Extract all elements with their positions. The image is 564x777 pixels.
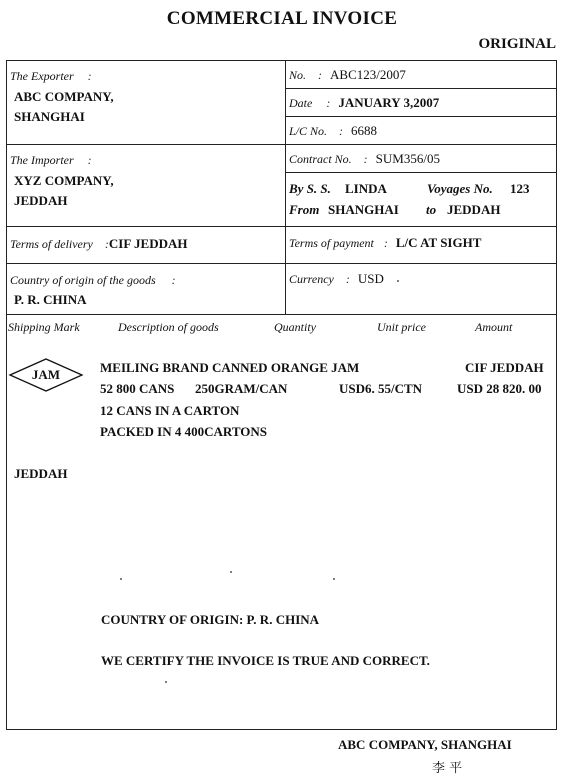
carton-packing: 12 CANS IN A CARTON (100, 403, 240, 418)
lc-no-label: L/C No. (289, 124, 328, 138)
to-label: to (426, 202, 437, 217)
importer-label-row (10, 151, 92, 169)
importer-city: JEDDAH (14, 193, 68, 208)
scan-speck (165, 681, 167, 683)
scan-speck (120, 578, 122, 580)
row-line (285, 116, 557, 117)
signatory-name: 李 平 (432, 761, 463, 776)
importer-name: XYZ COMPANY, (14, 173, 114, 188)
column-header-unit-price: Unit price (377, 320, 426, 334)
exporter-city: SHANGHAI (14, 109, 85, 124)
payment-terms-row (289, 234, 481, 252)
exporter-colon: : (87, 69, 92, 83)
price-term: CIF JEDDAH (465, 360, 544, 375)
scan-speck (230, 571, 232, 573)
packing-spec: 250GRAM/CAN (195, 381, 288, 396)
document-title: COMMERCIAL INVOICE (166, 8, 398, 29)
origin-statement: COUNTRY OF ORIGIN: P. R. CHINA (101, 612, 320, 627)
date-colon: : (326, 96, 331, 110)
row-line (285, 172, 557, 173)
contract-no-value: SUM356/05 (375, 151, 440, 166)
currency-colon: : (345, 272, 350, 286)
invoice-no-value: ABC123/2007 (330, 67, 406, 82)
exporter-name: ABC COMPANY, (14, 89, 114, 104)
delivery-terms-colon: : (104, 237, 109, 251)
importer-label: The Importer (10, 153, 74, 167)
header-divider (285, 60, 286, 314)
invoice-no-colon: : (318, 68, 323, 82)
vessel-label: By S. S. (289, 181, 331, 196)
goods-description: MEILING BRAND CANNED ORANGE JAM (100, 360, 360, 375)
amount: USD 28 820. 00 (457, 381, 542, 396)
importer-colon: : (87, 153, 92, 167)
row-line (6, 144, 557, 145)
row-line (6, 263, 557, 264)
invoice-no-label: No. (289, 68, 307, 82)
column-header-quantity: Quantity (274, 320, 316, 334)
payment-terms-value: L/C AT SIGHT (395, 235, 482, 250)
contract-no-colon: : (363, 152, 368, 166)
origin-colon: : (171, 273, 176, 287)
invoice-no-row (289, 66, 406, 84)
date-label: Date (289, 96, 313, 110)
date-value: JANUARY 3,2007 (338, 95, 440, 110)
currency-row (289, 270, 384, 288)
row-line (285, 88, 557, 89)
lc-no-colon: : (339, 124, 344, 138)
contract-no-row (289, 150, 440, 168)
column-header-shipping-mark: Shipping Mark (8, 320, 80, 334)
voyage-label: Voyages No. (427, 181, 493, 196)
scan-speck (333, 578, 335, 580)
certification-statement: WE CERTIFY THE INVOICE IS TRUE AND CORRECT. (101, 653, 430, 668)
delivery-terms-row (10, 235, 188, 253)
column-header-description: Description of goods (118, 320, 219, 334)
exporter-label: The Exporter (10, 69, 74, 83)
from-port: SHANGHAI (328, 202, 399, 217)
signatory-company: ABC COMPANY, SHANGHAI (338, 737, 512, 752)
carton-count: PACKED IN 4 400CARTONS (100, 424, 267, 439)
column-header-amount: Amount (475, 320, 513, 334)
origin-label: Country of origin of the goods (10, 273, 156, 287)
date-row (289, 94, 439, 112)
payment-terms-colon: : (383, 236, 388, 250)
origin-value: P. R. CHINA (14, 292, 87, 307)
lc-no-value: 6688 (351, 123, 378, 138)
vessel-name: LINDA (345, 181, 387, 196)
currency-label: Currency (289, 272, 334, 286)
scan-speck (397, 280, 399, 282)
voyage-number: 123 (510, 181, 530, 196)
unit-price: USD6. 55/CTN (339, 381, 423, 396)
exporter-label-row (10, 67, 92, 85)
row-line (6, 226, 557, 227)
from-label: From (289, 202, 320, 217)
contract-no-label: Contract No. (289, 152, 352, 166)
delivery-terms-value: CIF JEDDAH (108, 236, 188, 251)
lc-no-row (289, 122, 377, 140)
copy-label: ORIGINAL (478, 36, 556, 52)
currency-value: USD (357, 271, 384, 286)
payment-terms-label: Terms of payment (289, 236, 374, 250)
to-port: JEDDAH (447, 202, 501, 217)
shipping-mark-text: JAM (31, 367, 61, 382)
goods-quantity: 52 800 CANS (100, 381, 175, 396)
delivery-terms-label: Terms of delivery (10, 237, 93, 251)
origin-label-row (10, 271, 176, 289)
row-line (6, 314, 557, 315)
shipping-mark-destination: JEDDAH (14, 466, 68, 481)
